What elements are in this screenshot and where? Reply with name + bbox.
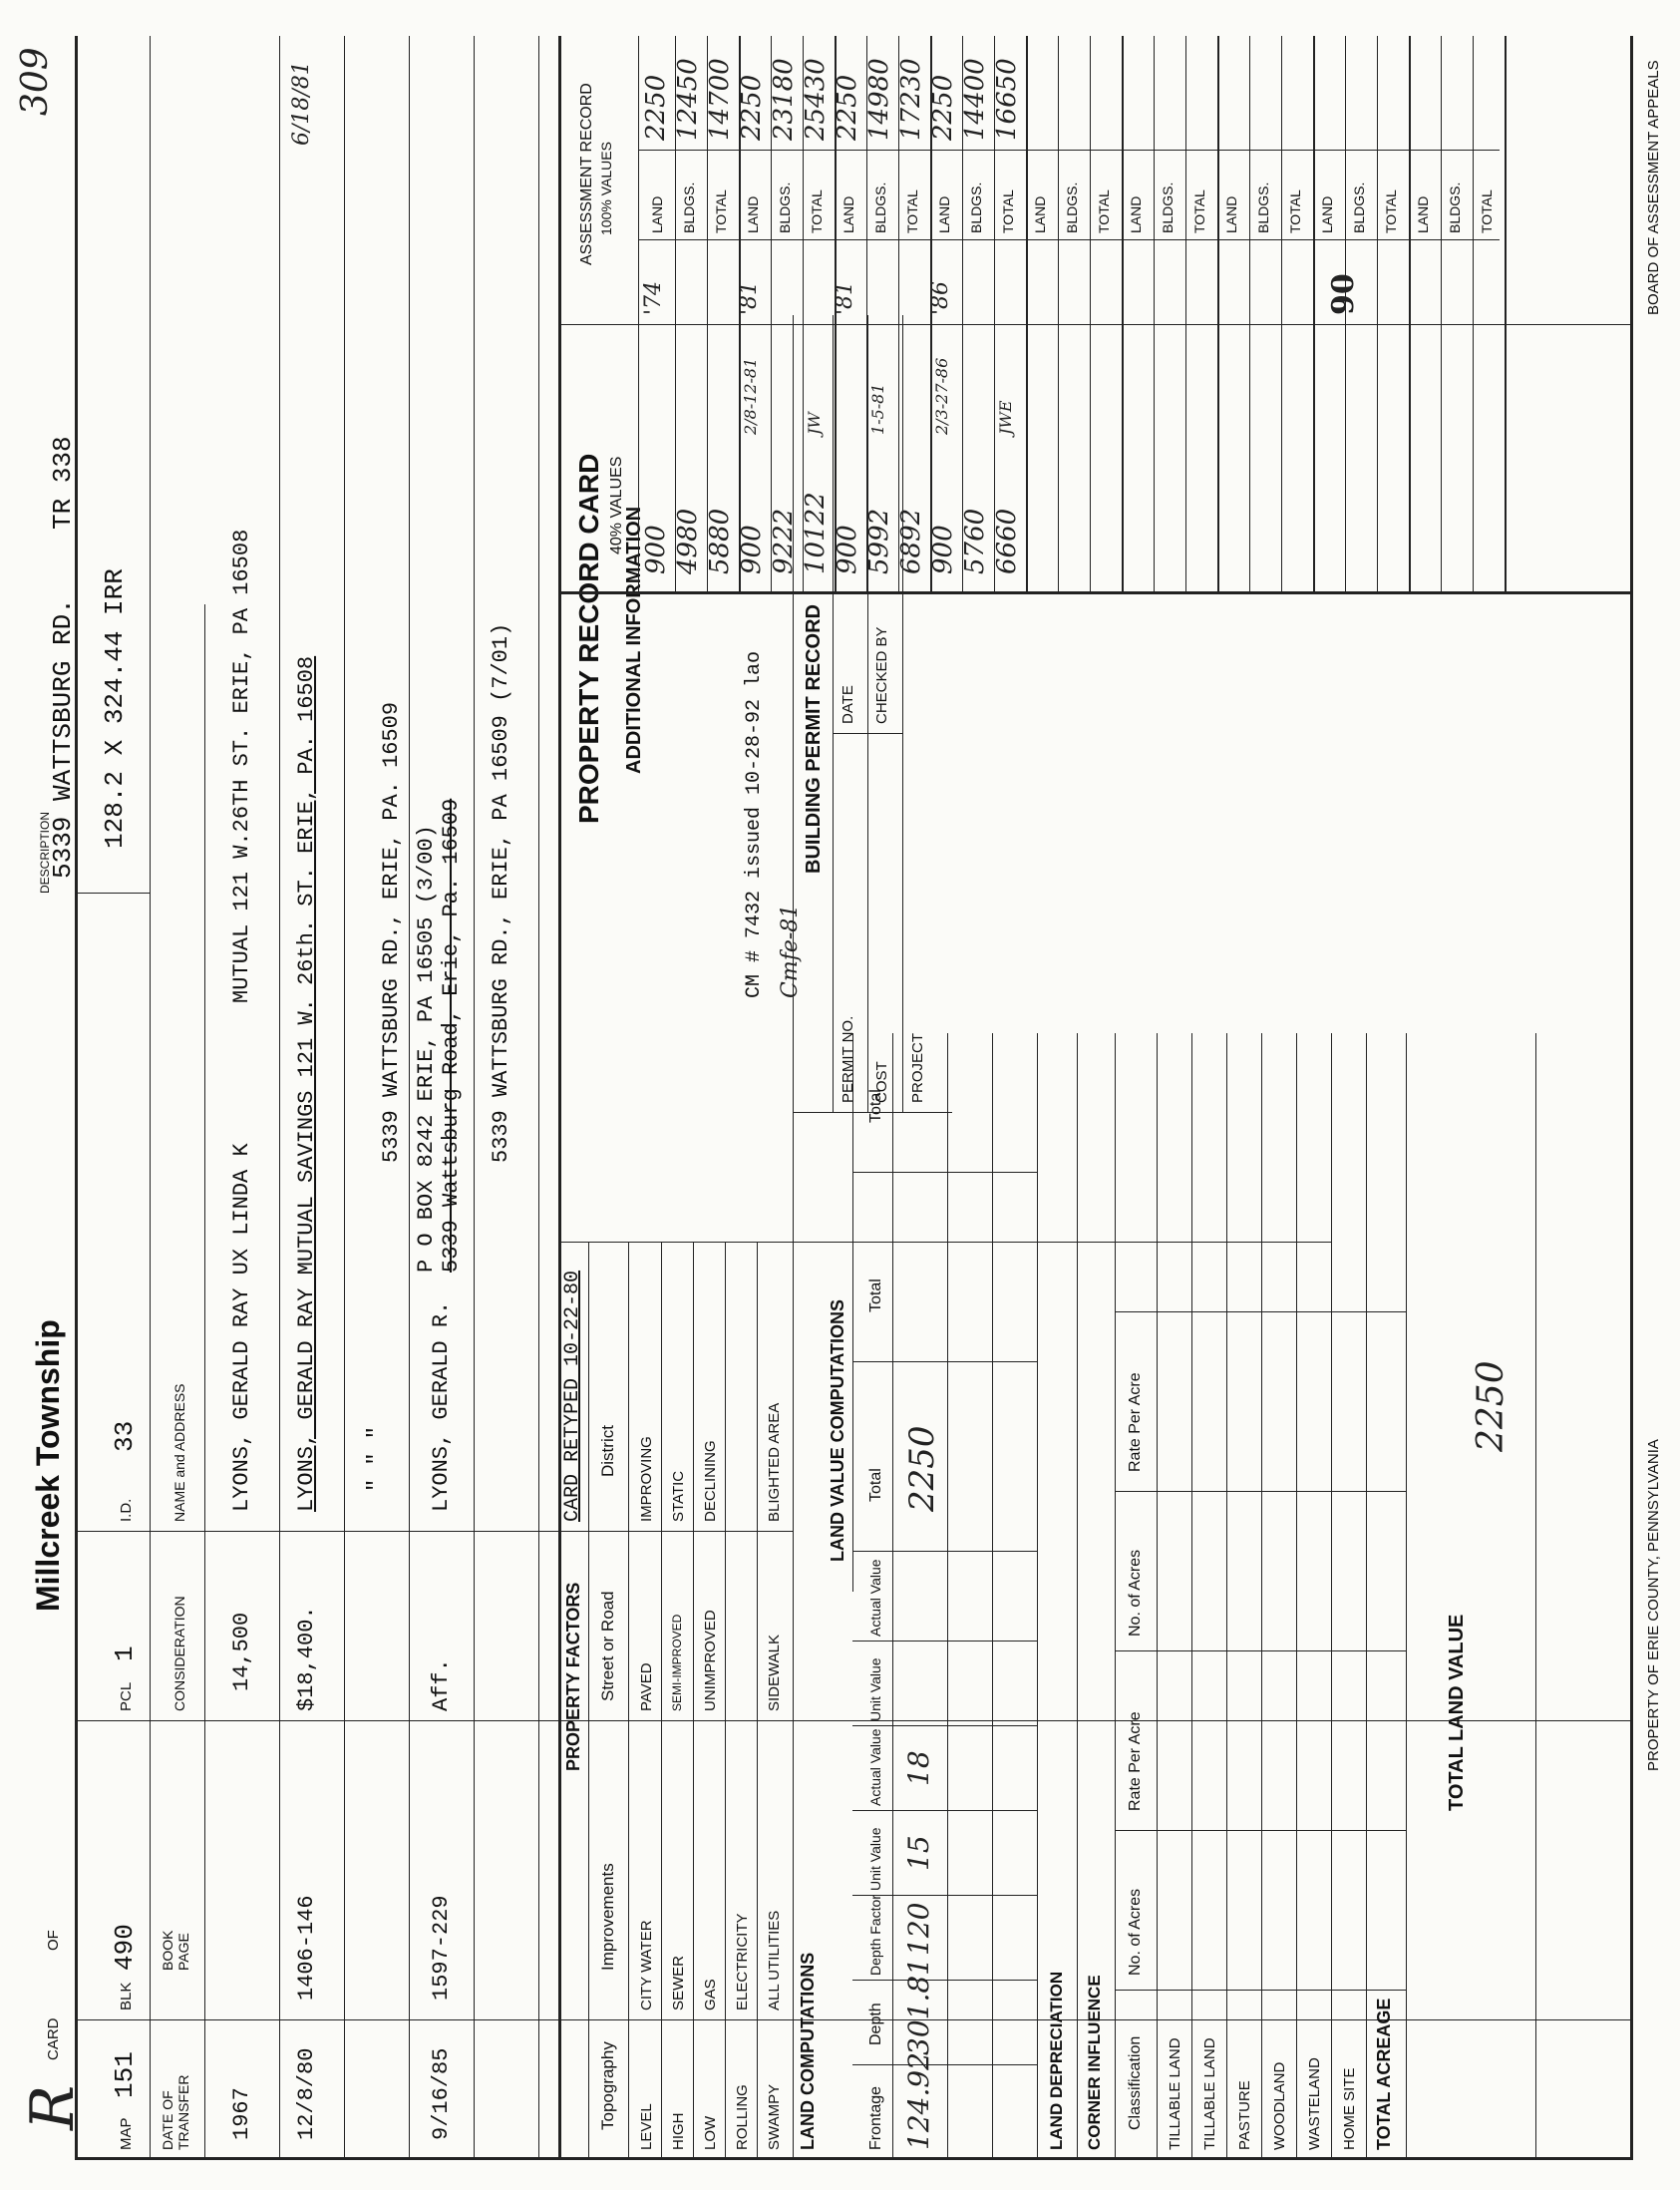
land-depreciation-title: LAND DEPRECIATION: [1047, 1971, 1066, 2150]
class-woodland: WOODLAND: [1271, 2061, 1288, 2150]
topography-rolling: ROLLING: [734, 2084, 751, 2150]
building-permit-title: BUILDING PERMIT RECORD: [803, 604, 825, 874]
assessment-row-label: TOTAL: [1191, 189, 1207, 233]
stamp-mark: 90: [1326, 273, 1361, 315]
permit-date-label: DATE: [840, 685, 856, 724]
improvement-all-utilities: ALL UTILITIES: [766, 1910, 783, 2010]
property-factors-title: PROPERTY FACTORS: [563, 1582, 583, 1771]
class-wasteland: WASTELAND: [1306, 2057, 1323, 2150]
value-title-bottom: [852, 1033, 853, 1592]
topography-header: Topography: [598, 2041, 617, 2130]
values40-year: '81: [833, 280, 857, 315]
values-row-line: [1058, 36, 1059, 594]
footer-right: BOARD OF ASSESSMENT APPEALS: [1645, 60, 1662, 315]
card-label: CARD: [45, 2017, 62, 2060]
class-tillable-land: TILLABLE LAND: [1167, 2037, 1183, 2150]
assessment-row-label: LAND: [1319, 195, 1335, 233]
permit-cost-label: COST: [873, 1061, 890, 1103]
values40-note: 2/3-27-86: [932, 357, 951, 435]
values40-value: 6892: [896, 508, 926, 574]
transfer-date: 12/8/80: [294, 2047, 319, 2140]
class-row: [1366, 1033, 1367, 2160]
improvement-gas: GAS: [702, 1979, 719, 2010]
frame-left: [75, 2157, 1630, 2160]
street-sidewalk: SIDEWALK: [766, 1635, 783, 1711]
values-row-line: [1026, 36, 1028, 594]
assessment-row-label: BLDGS.: [1064, 182, 1080, 233]
corner-bottom: [1115, 1033, 1116, 2160]
land-col: [852, 2064, 1037, 2065]
values40-note: JWE: [996, 400, 1015, 435]
id-label: I.D.: [118, 1498, 135, 1522]
street-paved: PAVED: [638, 1662, 655, 1711]
transfer-date: 1967: [229, 2087, 254, 2140]
cm-note: CM # 7432 issued 10-28-92 lao: [743, 650, 766, 998]
values40-year: '81: [737, 280, 762, 315]
transfer-book-page: 1597-229: [429, 1895, 454, 2001]
permit-no-label: PERMIT NO.: [840, 1015, 856, 1103]
improvement-sewer: SEWER: [670, 1955, 687, 2010]
class-home-site: HOME SITE: [1341, 2067, 1358, 2150]
values40-value: 900: [641, 525, 671, 574]
assessment-value-divider: [638, 150, 1500, 151]
classification-header: Classification: [1127, 2035, 1144, 2130]
improvement-city-water: CITY WATER: [638, 1920, 655, 2010]
assessment-value: 25430: [801, 58, 831, 141]
assessment-row-label: TOTAL: [1096, 189, 1112, 233]
assessment-row-label: TOTAL: [1000, 189, 1016, 233]
values-row-line: [1441, 36, 1442, 594]
depreciation-bottom: [1077, 1033, 1078, 2160]
values-row-line: [1409, 36, 1411, 594]
transfer-name: LYONS, GERALD R.: [429, 1300, 454, 1512]
class-col: [1115, 1990, 1406, 1991]
additional-information-title: ADDITIONAL INFORMATION: [623, 506, 645, 774]
assessment-row-label: BLDGS.: [681, 182, 697, 233]
class-bottom: [1535, 1033, 1536, 2160]
values40-value: 9222: [769, 508, 799, 574]
class-row: [1261, 1033, 1262, 2160]
transfer-date: 9/16/85: [429, 2047, 454, 2140]
factors-col3-divider: [588, 1531, 793, 1532]
street-header: Street or Road: [598, 1591, 617, 1701]
depth-value: 301.81: [902, 1958, 935, 2055]
values-row-line: [1505, 36, 1507, 594]
values-row-line: [1377, 36, 1378, 594]
class-row: [1191, 1033, 1192, 2160]
improvements-header: Improvements: [598, 1863, 617, 1971]
blk-label: BLK: [118, 1982, 135, 2010]
assessment-row-label: LAND: [1128, 195, 1144, 233]
description-bottom: [150, 36, 151, 894]
values40-note: 2/8-12-81: [741, 357, 760, 435]
book-page-header: BOOK PAGE: [160, 1930, 191, 1971]
values40-value: 5760: [960, 508, 990, 574]
assessment-value: 2250: [928, 74, 958, 141]
transfer-name: " " ": [364, 1425, 389, 1492]
transfer-book-page: 1406-146: [294, 1895, 319, 2001]
unit-value-header-2: Unit Value: [867, 1657, 883, 1721]
transfer-address: P O BOX 8242 ERIE, PA 16505 (3/00): [414, 825, 439, 1273]
values-row-line: [1249, 36, 1250, 594]
transfer-side-date: 6/18/81: [289, 61, 314, 146]
depth-header: Depth: [867, 2003, 884, 2045]
assessment-value: 12450: [673, 58, 703, 141]
assessment-row-label: BLDGS.: [968, 182, 984, 233]
values40-value: 5992: [864, 508, 894, 574]
values40-value: 10122: [801, 492, 831, 574]
acres-header-2: No. of Acres: [1127, 1549, 1144, 1637]
land-header-bottom: [892, 1033, 893, 2160]
township-title: Millcreek Township: [30, 1319, 66, 1612]
street-semi-improved: SEMI-IMPROVED: [670, 1614, 684, 1711]
assessment-value: 2250: [737, 74, 767, 141]
map-value: 151: [110, 2051, 140, 2098]
transfer-row4-bottom: [474, 36, 475, 2160]
topography-high: HIGH: [670, 2112, 687, 2150]
handwritten-note: Cmfe-81: [778, 904, 803, 998]
values-row-line: [1185, 36, 1186, 594]
values-row-line: [1090, 36, 1091, 594]
total-value: 2250: [902, 1425, 942, 1512]
date-of-transfer-header: DATE OF TRANSFER: [160, 2074, 191, 2150]
values-row-line: [1313, 36, 1315, 594]
district-header: District: [598, 1425, 617, 1477]
acres-header-1: No. of Acres: [1127, 1888, 1144, 1976]
unit-value-value: 15: [902, 1835, 935, 1871]
transfer-address: 5339 WATTSBURG RD., ERIE, PA. 16509: [379, 701, 404, 1163]
total-land-value: 2250: [1471, 1360, 1512, 1452]
values40-value: 900: [833, 525, 862, 574]
actual-value-value: 18: [902, 1750, 935, 1786]
transfer-address: 5339 WATTSBURG RD., ERIE, PA 16509 (7/01): [489, 622, 513, 1163]
values40-note: 1-5-81: [868, 383, 887, 435]
assessment-row-label: LAND: [1415, 195, 1431, 233]
property-record-card-title: PROPERTY RECORD CARD: [573, 453, 604, 824]
district-blighted: BLIGHTED AREA: [766, 1402, 783, 1522]
transfer-header-bottom: [204, 604, 205, 2160]
assessment-row-label: TOTAL: [713, 189, 729, 233]
land-value-computations-title: LAND VALUE COMPUTATIONS: [828, 1299, 847, 1562]
land-col: [852, 1172, 1037, 1173]
factors-row1: [661, 1243, 662, 2160]
total-acreage-label: TOTAL ACREAGE: [1374, 1998, 1394, 2150]
factors-title-bottom: [588, 1243, 589, 2160]
district-declining: DECLINING: [702, 1440, 719, 1522]
class-row: [1296, 1033, 1297, 2160]
class-col: [1115, 1830, 1406, 1831]
pcl-value: 1: [110, 1645, 140, 1661]
values40-title: 40% VALUES: [608, 456, 625, 554]
corner-influence-title: CORNER INFLUENCE: [1085, 1975, 1104, 2150]
assessment-value: 14980: [864, 58, 894, 141]
name-address-header: NAME and ADDRESS: [171, 1383, 187, 1522]
transfer-row3-bottom: [409, 36, 410, 2160]
permit-mid: [833, 733, 902, 734]
rate-header-1: Rate Per Acre: [1127, 1711, 1144, 1811]
topography-swampy: SWAMPY: [766, 2083, 783, 2150]
class-col: [1115, 1311, 1406, 1312]
description-line1: 5339 WATTSBURG RD.: [48, 598, 78, 879]
values40-note: JW: [805, 412, 824, 435]
values40-value: 900: [737, 525, 767, 574]
total-header-2: Total: [867, 1278, 884, 1312]
frontage-header: Frontage: [867, 2085, 884, 2150]
land-row2-bottom: [992, 1033, 993, 2160]
permit-project-label: PROJECT: [909, 1032, 926, 1103]
transfer-name: LYONS, GERALD RAY UX LINDA K: [229, 1143, 254, 1512]
transfer-address: MUTUAL 121 W.26TH ST. ERIE, PA 16508: [229, 529, 254, 1003]
values40-value: 6660: [992, 508, 1022, 574]
assessment-value: 2250: [833, 74, 862, 141]
transfer-name: LYONS, GERALD RAY MUTUAL SAVINGS 121 W. 26th. ST. ERIE, PA. 16508: [294, 655, 319, 1512]
frame-top: [75, 36, 78, 2160]
district-static: STATIC: [670, 1470, 687, 1522]
assessment-row-label: BLDGS.: [1447, 182, 1463, 233]
land-col: [852, 1641, 1037, 1642]
total-land-value-label: TOTAL LAND VALUE: [1446, 1614, 1468, 1811]
transfer-consideration: Aff.: [429, 1658, 454, 1711]
permit-left: [793, 1112, 952, 1113]
assessment-value: 14400: [960, 58, 990, 141]
assessment-value: 16650: [992, 58, 1022, 141]
values-row-line: [1473, 36, 1474, 594]
rate-header-2: Rate Per Acre: [1127, 1372, 1144, 1472]
depth-factor-header: Depth Factor: [867, 1895, 883, 1976]
footer-left: PROPERTY OF ERIE COUNTY, PENNSYLVANIA: [1645, 1439, 1662, 1771]
class-row: [1406, 1033, 1407, 2160]
assessment-row-label: TOTAL: [1287, 189, 1303, 233]
assessment-subtitle: 100% VALUES: [598, 142, 614, 235]
transfer-row5-bottom: [538, 36, 539, 2160]
assessment-row-label: BLDGS.: [872, 182, 888, 233]
description-line2: 128.2 X 324.44 IRR: [100, 568, 130, 849]
factors-row2: [693, 1243, 694, 2160]
values40-left: [558, 591, 1630, 594]
values-row-line: [1122, 36, 1124, 594]
assessment-value: 17230: [896, 58, 926, 141]
values40-header-bottom: [638, 36, 639, 594]
land-col: [852, 1361, 1037, 1362]
assessment-row-label: LAND: [1032, 195, 1048, 233]
class-tillable-land: TILLABLE LAND: [1201, 2037, 1218, 2150]
assessment-label-divider: [638, 239, 1500, 240]
assessment-row-label: TOTAL: [809, 189, 825, 233]
class-header-bottom: [1157, 1033, 1158, 2160]
land-computations-title: LAND COMPUTATIONS: [798, 1952, 818, 2150]
assessment-row-label: LAND: [745, 195, 761, 233]
class-row: [1226, 1033, 1227, 2160]
section-divider: [558, 36, 561, 2160]
factors-row3: [725, 1243, 726, 2160]
land-row1-bottom: [947, 1033, 948, 2160]
permit-row2: [902, 315, 903, 1113]
handwritten-initial: R: [18, 2084, 88, 2130]
factors-header-bottom: [628, 1243, 629, 2160]
assessment-row-label: LAND: [1223, 195, 1239, 233]
map-label: MAP: [118, 2117, 135, 2150]
values40-year: '74: [641, 280, 666, 315]
description-divider: [75, 893, 150, 894]
tract-number: TR 338: [48, 436, 78, 530]
values40-year: '86: [928, 280, 953, 315]
transfer-row2-bottom: [344, 36, 345, 2160]
values-row-line: [1345, 36, 1346, 594]
assessment-row-label: BLDGS.: [1351, 182, 1367, 233]
transfer-address-struck: 5339 Wattsburg Road, Erie, Pa. 16509: [439, 798, 464, 1273]
class-col: [1115, 1650, 1406, 1651]
total-header-1: Total: [867, 1468, 884, 1502]
permit-title-bottom: [833, 315, 834, 1113]
description-label: DESCRIPTION: [38, 811, 52, 894]
values-row-line: [1281, 36, 1282, 594]
permit-row1: [867, 315, 868, 1113]
factors-right-border: [558, 1242, 1331, 1243]
assessment-value: 14700: [705, 58, 735, 141]
total-header-3: Total: [867, 1089, 884, 1123]
values-row-line: [1154, 36, 1155, 594]
assessment-row-label: TOTAL: [904, 189, 920, 233]
blk-value: 490: [110, 1924, 140, 1971]
assessment-row-label: LAND: [649, 195, 665, 233]
class-col: [1115, 1491, 1406, 1492]
assessment-row-label: BLDGS.: [1160, 182, 1176, 233]
handwritten-page-number: 309: [15, 47, 56, 116]
transfer-consideration: $18,400.: [294, 1606, 319, 1711]
assessment-row-label: LAND: [840, 195, 856, 233]
frame-bottom: [1630, 36, 1633, 2160]
district-improving: IMPROVING: [638, 1436, 655, 1522]
values40-value: 5880: [705, 508, 735, 574]
assessment-row-label: BLDGS.: [1255, 182, 1271, 233]
land-col: [852, 1725, 1037, 1726]
land-row3-bottom: [1037, 1033, 1038, 2160]
values-row-line: [1217, 36, 1219, 594]
permit-checked-by-label: CHECKED BY: [873, 626, 890, 724]
topography-low: LOW: [702, 2115, 719, 2150]
class-pasture: PASTURE: [1236, 2080, 1253, 2150]
land-col: [852, 1551, 1037, 1552]
permit-top: [793, 315, 794, 1113]
assessment-row-label: TOTAL: [1383, 189, 1399, 233]
col-date-divider: [75, 2019, 1630, 2020]
assessment-row-label: TOTAL: [1479, 189, 1495, 233]
depth-factor-value: 120: [902, 1902, 935, 1956]
values40-value: 900: [928, 525, 958, 574]
topography-level: LEVEL: [638, 2103, 655, 2150]
land-col: [852, 1980, 1037, 1981]
assessment-value: 23180: [769, 58, 799, 141]
assessment-value: 2250: [641, 74, 671, 141]
frontage-value: 124.92: [902, 2052, 935, 2150]
transfer-row1-bottom: [279, 36, 280, 2160]
land-col: [852, 1810, 1037, 1811]
pcl-label: PCL: [118, 1681, 135, 1711]
factors-bottom: [793, 1113, 794, 2160]
of-label: OF: [45, 1930, 62, 1951]
card-retyped: CARD RETYPED 10-22-80: [561, 1270, 584, 1522]
class-row: [1331, 1033, 1332, 2160]
consideration-header: CONSIDERATION: [171, 1596, 187, 1711]
actual-value-header-2: Actual Value: [867, 1559, 883, 1637]
factors-row4: [757, 1243, 758, 2160]
actual-value-header: Actual Value: [867, 1728, 883, 1806]
assessment-row-label: LAND: [936, 195, 952, 233]
assessment-row-label: BLDGS.: [777, 182, 793, 233]
street-unimproved: UNIMPROVED: [702, 1610, 719, 1711]
land-col: [852, 1895, 1037, 1896]
unit-value-header: Unit Value: [867, 1827, 883, 1891]
improvement-electricity: ELECTRICITY: [734, 1913, 751, 2010]
col-book-divider: [75, 1720, 1630, 1721]
values40-right: [558, 324, 1630, 325]
transfer-consideration: 14,500: [229, 1612, 254, 1691]
id-value: 33: [110, 1420, 140, 1452]
assessment-title: ASSESSMENT RECORD: [578, 83, 595, 265]
values40-value: 4980: [673, 508, 703, 574]
